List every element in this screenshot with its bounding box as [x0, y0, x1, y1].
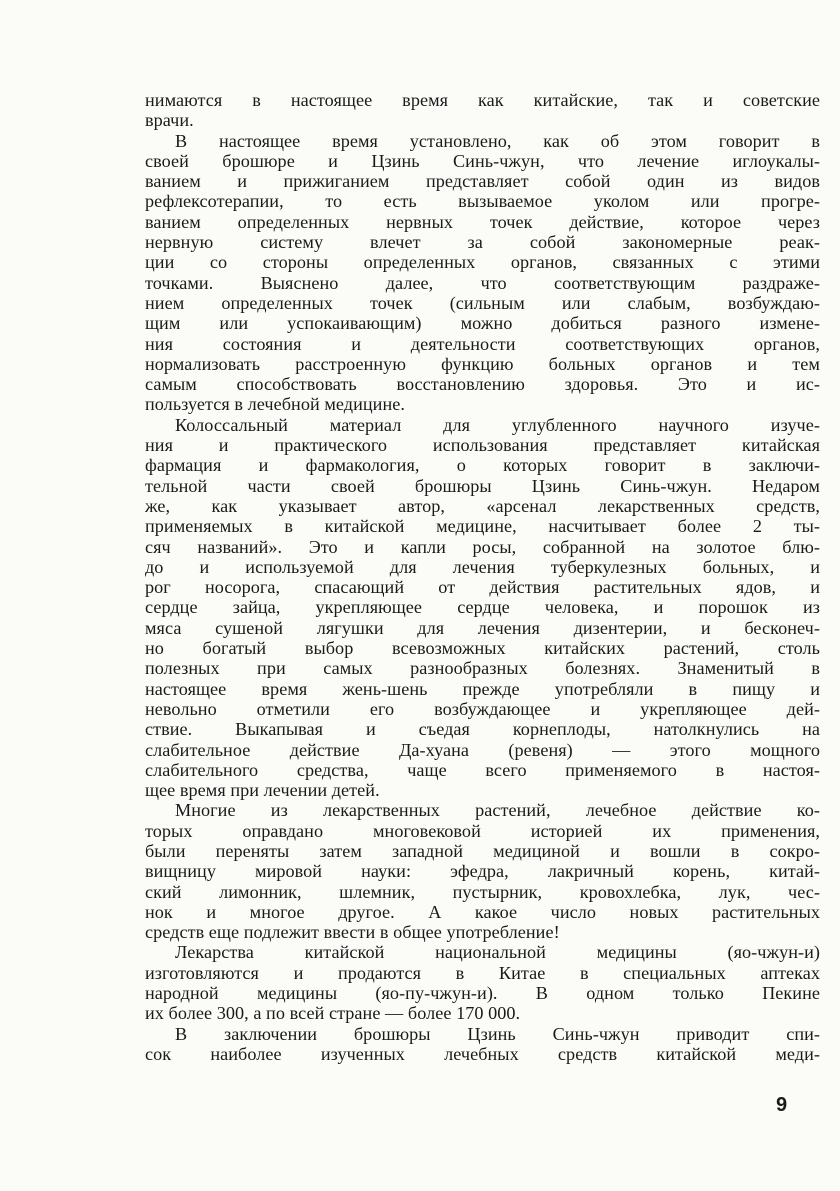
paragraph-p2 — [145, 131, 820, 415]
page-number: 9 — [776, 1094, 788, 1116]
text-line: мяса сушеной лягушки для лечения дизентерии, и бесконеч- — [145, 617, 820, 638]
paragraph-p4 — [145, 800, 820, 942]
text-line: ванием и прижиганием представляет собой один из видов — [145, 171, 820, 192]
text-line: вищницу мировой науки: эфедра, лакричный корень, китай- — [145, 861, 820, 882]
text-line: были переняты затем западной медициной и вошли в сокро- — [145, 840, 820, 861]
text-line: рефлексотерапии, то есть вызываемое уколом или прогре- — [145, 191, 820, 212]
text-line: торых оправдано многовековой историей их применения, — [145, 820, 820, 841]
text-line: щее время при лечении детей. — [145, 780, 380, 801]
text-line: щим или успокаивающим) можно добиться разного измене- — [145, 313, 820, 334]
text-line: ции со стороны определенных органов, связанных с этими — [145, 252, 820, 273]
text-line: невольно отметили его возбуждающее и укрепляющее дей- — [145, 698, 820, 719]
text-line: народной медицины (яо-пу-чжун-и). В одном только Пекине — [145, 983, 820, 1004]
text-line: средств еще подлежит ввести в общее употребление! — [145, 922, 560, 943]
text-line: ния и практического использования представляет китайская — [145, 435, 820, 456]
text-line: В заключении брошюры Цзинь Синь-чжун приводит спи- — [175, 1023, 820, 1044]
text-line: ванием определенных нервных точек действие, которое через — [145, 211, 820, 232]
text-line: точками. Выяснено далее, что соответствующим раздраже- — [145, 272, 820, 293]
text-line: сердце зайца, укрепляющее сердце человека, и порошок из — [145, 597, 820, 618]
text-line: тельной части своей брошюры Цзинь Синь-чжун. Недаром — [145, 475, 820, 496]
text-line: нок и многое другое. А какое число новых растительных — [145, 901, 820, 922]
text-line: сяч названий». Это и капли росы, собранной на золотое блю- — [145, 536, 820, 557]
text-line: ствие. Выкапывая и съедая корнеплоды, натолкнулись на — [145, 719, 820, 740]
paragraph-p3 — [145, 415, 820, 801]
text-line: самым способствовать восстановлению здоровья. Это и ис- — [145, 374, 820, 395]
text-line: сок наиболее изученных лечебных средств китайской меди- — [145, 1043, 820, 1064]
body-text — [145, 90, 820, 1064]
text-line: Многие из лекарственных растений, лечебное действие ко- — [175, 800, 820, 821]
paragraph-p6 — [145, 1024, 820, 1065]
text-line: Колоссальный материал для углубленного научного изуче- — [175, 414, 820, 435]
text-line: В настоящее время установлено, как об этом говорит в — [175, 130, 820, 151]
text-line: фармация и фармакология, о которых говорит в заключи- — [145, 455, 820, 476]
text-line: применяемых в китайской медицине, насчитывает более 2 ты- — [145, 516, 820, 537]
text-line: рог носорога, спасающий от действия растительных ядов, и — [145, 577, 820, 598]
text-line: нимаются в настоящее время как китайские, так и советские — [145, 90, 820, 110]
text-line: слабительное действие Да-хуана (ревеня) — этого мощного — [145, 739, 820, 760]
text-line: изготовляются и продаются в Китае в специальных аптеках — [145, 962, 820, 983]
text-line: же, как указывает автор, «арсенал лекарственных средств, — [145, 495, 820, 516]
text-line: ния состояния и деятельности соответствующих органов, — [145, 333, 820, 354]
text-line: врачи. — [145, 110, 194, 131]
paragraph-p5 — [145, 942, 820, 1023]
text-line: пользуется в лечебной медицине. — [145, 394, 405, 415]
text-line: их более 300, а по всей стране — более 170 000. — [145, 1003, 521, 1024]
text-line: настоящее время жень-шень прежде употребляли в пищу и — [145, 678, 820, 699]
text-line: но богатый выбор всевозможных китайских растений, столь — [145, 638, 820, 659]
text-line: нервную систему влечет за собой закономерные реак- — [145, 232, 820, 253]
text-line: слабительного средства, чаще всего применяемого в настоя- — [145, 759, 820, 780]
text-line: своей брошюре и Цзинь Синь-чжун, что лечение иглоукалы- — [145, 150, 820, 171]
text-line: нормализовать расстроенную функцию больных органов и тем — [145, 353, 820, 374]
text-line: Лекарства китайской национальной медицины (яо-чжун-и) — [175, 942, 820, 963]
text-line: до и используемой для лечения туберкулезных больных, и — [145, 556, 820, 577]
text-line: ский лимонник, шлемник, пустырник, кровохлебка, лук, чес- — [145, 881, 820, 902]
paragraph-p1 — [145, 90, 820, 131]
text-line: полезных при самых разнообразных болезнях. Знаменитый в — [145, 658, 820, 679]
text-line: нием определенных точек (сильным или слабым, возбуждаю- — [145, 292, 820, 313]
